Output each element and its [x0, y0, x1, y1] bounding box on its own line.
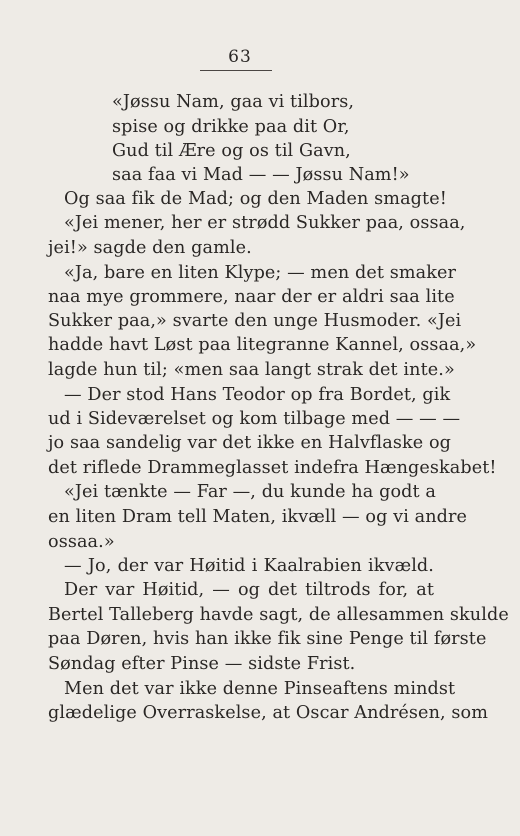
text-line: Der var Høitid, — og det tiltrods for, at — [64, 580, 434, 600]
text-line: det riflede Drammeglasset indefra Hængeskabet! — [48, 458, 497, 478]
text-line: «Ja, bare en liten Klype; — men det smaker — [64, 263, 456, 283]
text-line: naa mye grommere, naar der er aldri saa lite — [48, 287, 455, 307]
text-line: en liten Dram tell Maten, ikvæll — og vi andre — [48, 507, 468, 527]
text-line: hadde havt Løst paa litegranne Kannel, ossaa,» — [48, 335, 477, 355]
text-line: lagde hun til; «men saa langt strak det inte.» — [48, 360, 455, 380]
text-line: jo saa sandelig var det ikke en Halvflaske og — [48, 433, 452, 453]
text-line: Søndag efter Pinse — sidste Frist. — [48, 654, 356, 674]
text-line: ossaa.» — [48, 532, 115, 552]
text-line: «Jei tænkte — Far —, du kunde ha godt a — [64, 482, 436, 502]
text-line: glædelige Overraskelse, at Oscar Andrésen, som — [48, 703, 488, 723]
text-line: spise og drikke paa dit Or, — [112, 117, 350, 137]
text-line: Bertel Talleberg havde sagt, de allesammen skulde — [48, 605, 509, 625]
text-line: «Jøssu Nam, gaa vi tilbors, — [112, 92, 355, 112]
text-line: paa Døren, hvis han ikke fik sine Penge til første — [48, 629, 487, 649]
text-line: Og saa fik de Mad; og den Maden smagte! — [64, 189, 447, 209]
text-line: saa faa vi Mad — — Jøssu Nam!» — [112, 165, 410, 185]
text-line: «Jei mener, her er strødd Sukker paa, ossaa, — [64, 213, 466, 233]
page-number: 63 — [228, 47, 252, 67]
page-number-rule — [200, 70, 272, 71]
text-line: ud i Sideværelset og kom tilbage med — — — — [48, 409, 461, 429]
text-line: Sukker paa,» svarte den unge Husmoder. «Jei — [48, 311, 462, 331]
text-line: — Jo, der var Høitid i Kaalrabien ikvæld. — [64, 556, 434, 576]
text-line: — Der stod Hans Teodor op fra Bordet, gik — [64, 385, 451, 405]
text-line: jei!» sagde den gamle. — [48, 238, 252, 258]
text-line: Men det var ikke denne Pinseaftens mindst — [64, 679, 456, 699]
text-line: Gud til Ære og os til Gavn, — [112, 141, 351, 161]
